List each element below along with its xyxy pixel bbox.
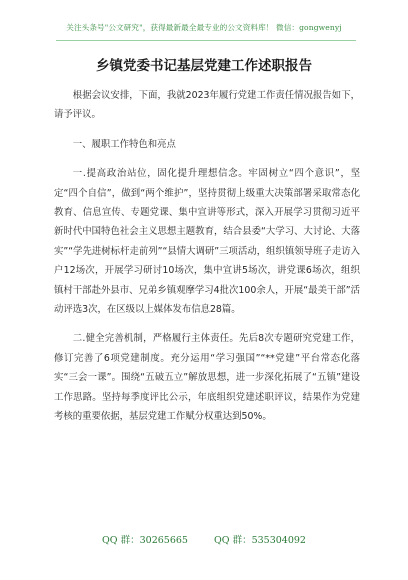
intro-paragraph: 根据会议安排，下面，我就2023年履行党建工作责任情况报告如下，请予评议。 [54,90,360,121]
header-divider [56,40,356,41]
footer-qq-group-1: QQ 群：30265665 [102,535,188,546]
header-banner: 关注头条号"公文研究"，获得最新最全最专业的公文资料库！ 微信：gongwenyj [66,23,342,32]
document-body [54,86,360,427]
section-heading: 一、履职工作特色和亮点 [72,138,176,150]
footer [0,532,408,546]
body-paragraph-1: 一.提高政治站位，固化提升理想信念。牢固树立“四个意识”，坚定“四个自信”，做到“两个维护”，坚持贯彻上级重大决策部署采取常态化教育、信息宣传、专题党课、集中宣讲等形式，深入开展学习贯彻习近平新时代中国特色社会主义思想主题教育，结合县委“大学习、大讨论、大落实”“学先进树标杆走前列”“县情大调研”三项活动，组织镇领导班子走访入户12场次，开展学习研讨10场次，集中宣讲5场次，讲党课6场次，组织镇村干部赴外县市、兄弟乡镇观摩学习4批次100余人，开展“最美干部”活动评选3次，在区级以上媒体发布信息28篇。 [54,168,360,316]
body-paragraph-2: 二.健全完善机制，严格履行主体责任。先后8次专题研究党建工作，修订完善了6项党建制度。充分运用“学习强国”“**党建”平台常态化落实“三会一课”。围绕“五破五立”解放思想，进一步深化拓展了“五镇”建设工作思路。坚持每季度评比公示，年底组织党建述职评议，结果作为党建考核的重要依据，基层党建工作赋分权重达到50%。 [54,333,360,423]
document-title: 乡镇党委书记基层党建工作述职报告 [96,58,312,74]
footer-qq-group-2: QQ 群：535304092 [213,535,306,546]
